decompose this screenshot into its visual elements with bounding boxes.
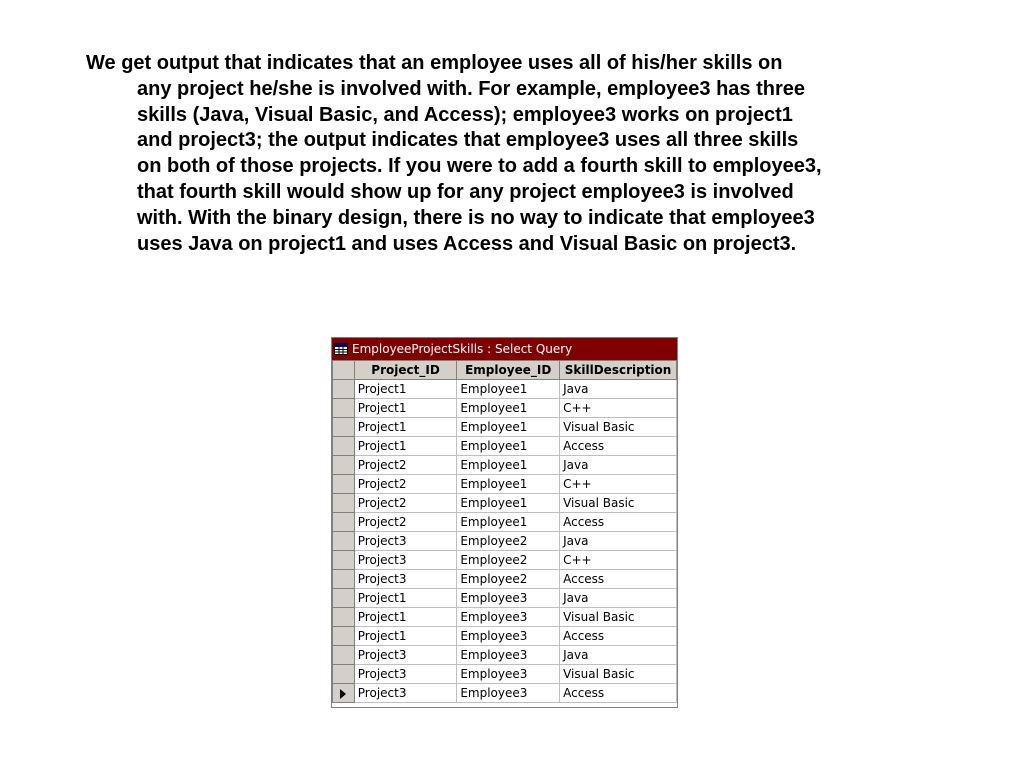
row-selector[interactable] <box>333 380 355 399</box>
row-selector[interactable] <box>333 475 355 494</box>
cell-skill-description[interactable]: C++ <box>560 475 677 494</box>
cell-project-id[interactable]: Project2 <box>354 513 457 532</box>
current-record-arrow-icon <box>340 689 346 699</box>
row-selector[interactable] <box>333 513 355 532</box>
cell-project-id[interactable]: Project1 <box>354 418 457 437</box>
cell-skill-description[interactable]: Access <box>560 684 677 703</box>
row-selector[interactable] <box>333 399 355 418</box>
cell-skill-description[interactable]: Access <box>560 513 677 532</box>
cell-project-id[interactable]: Project1 <box>354 380 457 399</box>
cell-skill-description[interactable]: Java <box>560 456 677 475</box>
cell-employee-id[interactable]: Employee3 <box>457 589 560 608</box>
cell-skill-description[interactable]: Access <box>560 627 677 646</box>
cell-skill-description[interactable]: Java <box>560 532 677 551</box>
query-title: EmployeeProjectSkills : Select Query <box>352 342 573 356</box>
table-row[interactable] <box>333 665 677 684</box>
cell-employee-id[interactable]: Employee1 <box>457 399 560 418</box>
cell-skill-description[interactable]: Java <box>560 380 677 399</box>
cell-project-id[interactable]: Project1 <box>354 608 457 627</box>
cell-skill-description[interactable]: C++ <box>560 551 677 570</box>
row-selector[interactable] <box>333 684 355 703</box>
row-selector[interactable] <box>333 494 355 513</box>
table-row[interactable] <box>333 570 677 589</box>
query-title-bar[interactable] <box>332 338 677 360</box>
cell-employee-id[interactable]: Employee2 <box>457 532 560 551</box>
row-selector[interactable] <box>333 570 355 589</box>
select-all-corner[interactable] <box>333 361 355 380</box>
column-header-employee-id[interactable]: Employee_ID <box>457 361 560 380</box>
cell-employee-id[interactable]: Employee1 <box>457 475 560 494</box>
cell-employee-id[interactable]: Employee2 <box>457 570 560 589</box>
cell-project-id[interactable]: Project1 <box>354 627 457 646</box>
cell-project-id[interactable]: Project2 <box>354 475 457 494</box>
table-row[interactable] <box>333 418 677 437</box>
cell-skill-description[interactable]: Visual Basic <box>560 418 677 437</box>
cell-employee-id[interactable]: Employee3 <box>457 608 560 627</box>
row-selector[interactable] <box>333 646 355 665</box>
cell-skill-description[interactable]: Visual Basic <box>560 608 677 627</box>
query-window <box>331 337 678 708</box>
results-grid <box>332 360 677 703</box>
cell-skill-description[interactable]: Java <box>560 589 677 608</box>
row-selector[interactable] <box>333 532 355 551</box>
table-row[interactable] <box>333 551 677 570</box>
cell-employee-id[interactable]: Employee2 <box>457 551 560 570</box>
header-row <box>333 361 677 380</box>
cell-employee-id[interactable]: Employee1 <box>457 456 560 475</box>
row-selector[interactable] <box>333 437 355 456</box>
cell-project-id[interactable]: Project3 <box>354 532 457 551</box>
cell-employee-id[interactable]: Employee3 <box>457 665 560 684</box>
cell-employee-id[interactable]: Employee3 <box>457 627 560 646</box>
cell-project-id[interactable]: Project1 <box>354 589 457 608</box>
cell-project-id[interactable]: Project1 <box>354 399 457 418</box>
explanation-paragraph: We get output that indicates that an employee uses all of his/her skills on any project he/she is involved with. For example, employee3 has three skills (Java, Visual Basic, and Access); employee3 works on project1 and project3; the output indicates that employee3 uses all three skills on both of those projects. If you were to add a fourth skill to employee3, that fourth skill would show up for any project employee3 is involved with. With the binary design, there is no way to indicate that employee3 uses Java on project1 and uses Access and Visual Basic on project3. <box>86 52 822 255</box>
column-header-skill-description[interactable]: SkillDescription <box>560 361 677 380</box>
cell-skill-description[interactable]: Visual Basic <box>560 665 677 684</box>
cell-skill-description[interactable]: Java <box>560 646 677 665</box>
cell-project-id[interactable]: Project3 <box>354 551 457 570</box>
cell-employee-id[interactable]: Employee3 <box>457 646 560 665</box>
cell-skill-description[interactable]: Access <box>560 570 677 589</box>
table-row[interactable] <box>333 646 677 665</box>
column-header-project-id[interactable]: Project_ID <box>354 361 457 380</box>
table-row[interactable] <box>333 589 677 608</box>
row-selector[interactable] <box>333 627 355 646</box>
cell-employee-id[interactable]: Employee1 <box>457 418 560 437</box>
cell-skill-description[interactable]: Access <box>560 437 677 456</box>
table-row[interactable] <box>333 684 677 703</box>
cell-project-id[interactable]: Project1 <box>354 437 457 456</box>
cell-employee-id[interactable]: Employee1 <box>457 494 560 513</box>
table-row[interactable] <box>333 456 677 475</box>
table-row[interactable] <box>333 627 677 646</box>
cell-project-id[interactable]: Project3 <box>354 665 457 684</box>
cell-employee-id[interactable]: Employee1 <box>457 380 560 399</box>
cell-project-id[interactable]: Project3 <box>354 684 457 703</box>
row-selector[interactable] <box>333 551 355 570</box>
cell-employee-id[interactable]: Employee1 <box>457 437 560 456</box>
table-row[interactable] <box>333 494 677 513</box>
row-selector[interactable] <box>333 608 355 627</box>
table-row[interactable] <box>333 608 677 627</box>
table-row[interactable] <box>333 380 677 399</box>
table-row[interactable] <box>333 399 677 418</box>
datasheet-icon <box>334 343 348 355</box>
table-row[interactable] <box>333 532 677 551</box>
table-row[interactable] <box>333 475 677 494</box>
cell-project-id[interactable]: Project3 <box>354 570 457 589</box>
table-row[interactable] <box>333 437 677 456</box>
row-selector[interactable] <box>333 418 355 437</box>
cell-project-id[interactable]: Project3 <box>354 646 457 665</box>
cell-employee-id[interactable]: Employee3 <box>457 684 560 703</box>
cell-project-id[interactable]: Project2 <box>354 456 457 475</box>
cell-employee-id[interactable]: Employee1 <box>457 513 560 532</box>
cell-skill-description[interactable]: Visual Basic <box>560 494 677 513</box>
table-row[interactable] <box>333 513 677 532</box>
row-selector[interactable] <box>333 589 355 608</box>
row-selector[interactable] <box>333 456 355 475</box>
cell-skill-description[interactable]: C++ <box>560 399 677 418</box>
cell-project-id[interactable]: Project2 <box>354 494 457 513</box>
row-selector[interactable] <box>333 665 355 684</box>
